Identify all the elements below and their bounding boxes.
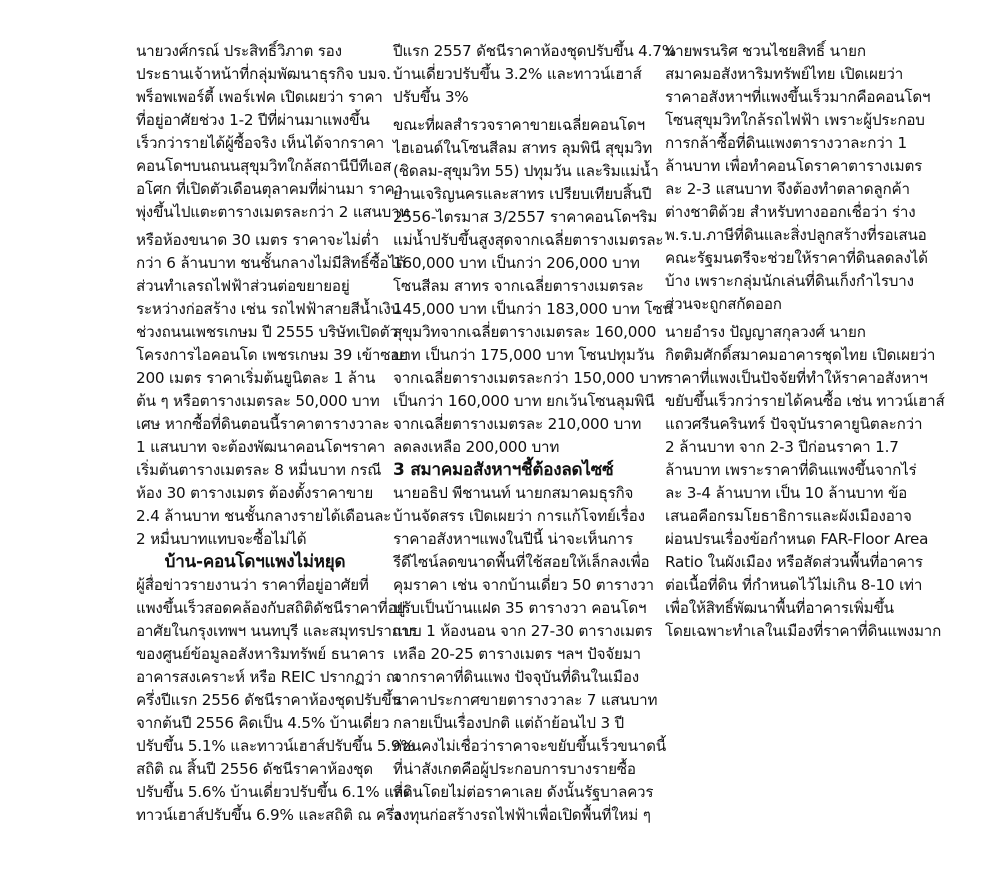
column-3	[665, 40, 945, 643]
text-line: ผู้สื่อข่าวรายงานว่า ราคาที่อยู่อาศัยที่	[136, 576, 369, 594]
text-line: ปรับขึ้น 3%	[393, 88, 469, 106]
text-line: ย่านเจริญนครและสาทร เปรียบเทียบสิ้นปี	[393, 185, 652, 203]
text-line: ปีแรก 2557 ดัชนีราคาห้องชุดปรับขึ้น 4.7%	[393, 42, 676, 60]
text-line: สมาคมอสังหาริมทรัพย์ไทย เปิดเผยว่า	[665, 65, 904, 83]
text-line: จากราคาที่ดินแพง ปัจจุบันที่ดินในเมือง	[393, 668, 639, 686]
text-line: บาท เป็นกว่า 175,000 บาท โซนปทุมวัน	[393, 346, 655, 364]
text-line: อาศัยในกรุงเทพฯ นนทบุรี และสมุทรปราการ	[136, 622, 418, 640]
text-line: ทาวน์เฮาส์ปรับขึ้น 6.9% และสถิติ ณ ครึ่ง	[136, 806, 402, 824]
column-1	[136, 40, 418, 827]
text-line: 2556-ไตรมาส 3/2557 ราคาคอนโดฯริม	[393, 208, 658, 226]
text-line: การกล้าซื้อที่ดินแพงตารางวาละกว่า 1	[665, 134, 907, 152]
text-line: ขยับขึ้นเร็วกว่ารายได้คนซื้อ เช่น ทาวน์เฮาส์	[665, 392, 945, 410]
text-line: ล้านบาท เพราะราคาที่ดินแพงขึ้นจากไร่	[665, 461, 917, 479]
text-line: คุมราคา เช่น จากบ้านเดี่ยว 50 ตารางวา	[393, 576, 654, 594]
text-line: ปรับขึ้น 5.6% บ้านเดี่ยวปรับขึ้น 6.1% และ	[136, 783, 411, 801]
text-line: กิตติมศักดิ์สมาคมอาคารชุดไทย เปิดเผยว่า	[665, 346, 936, 364]
text-line: 2 ล้านบาท จาก 2-3 ปีก่อนราคา 1.7	[665, 438, 899, 456]
text-line: เร็วกว่ารายได้ผู้ซื้อจริง เห็นได้จากราคา	[136, 134, 384, 152]
text-line: ละ 3-4 ล้านบาท เป็น 10 ล้านบาท ข้อ	[665, 484, 908, 502]
text-line: ที่ดินโดยไม่ต่อราคาเลย ดังนั้นรัฐบาลควร	[393, 783, 654, 801]
text-line: ลงทุนก่อสร้างรถไฟฟ้าเพื่อเปิดพื้นที่ใหม่ ๆ	[393, 806, 651, 824]
text-line: แถวศรีนครินทร์ ปัจจุบันราคายูนิตละกว่า	[665, 415, 923, 433]
text-line: ขณะที่ผลสำรวจราคาขายเฉลี่ยคอนโดฯ	[393, 116, 645, 134]
text-line: 2.4 ล้านบาท ชนชั้นกลางรายได้เดือนละ	[136, 507, 392, 525]
text-line: เศษ หากซื้อที่ดินตอนนี้ราคาตารางวาละ	[136, 415, 390, 433]
text-line: ลดลงเหลือ 200,000 บาท	[393, 438, 560, 456]
text-line: นายอธิป พีชานนท์ นายกสมาคมธุรกิจ	[393, 484, 634, 502]
text-line: จากต้นปี 2556 คิดเป็น 4.5% บ้านเดี่ยว	[136, 714, 390, 732]
text-line: ที่น่าสังเกตคือผู้ประกอบการบางรายซื้อ	[393, 760, 636, 778]
text-line: โครงการไอคอนโด เพชรเกษม 39 เข้าซอย	[136, 346, 408, 364]
text-line: โซนสีลม สาทร จากเฉลี่ยตารางเมตรละ	[393, 277, 644, 295]
text-line: ส่วนทำเลรถไฟฟ้าส่วนต่อขยายอยู่	[136, 277, 350, 295]
text-line: พุ่งขึ้นไปแตะตารางเมตรละกว่า 2 แสนบาท	[136, 203, 410, 221]
text-line: โซนสุขุมวิทใกล้รถไฟฟ้า เพราะผู้ประกอบ	[665, 111, 925, 129]
text-line: Ratio ในผังเมือง หรือสัดส่วนพื้นที่อาคาร	[665, 553, 923, 571]
text-line: พ.ร.บ.ภาษีที่ดินและสิ่งปลูกสร้างที่รอเสนอ	[665, 226, 927, 244]
text-line: ต่อเนื้อที่ดิน ที่กำหนดไว้ไม่เกิน 8-10 เท่า	[665, 576, 923, 594]
text-line: 200 เมตร ราคาเริ่มต้นยูนิตละ 1 ล้าน	[136, 369, 376, 387]
column-2	[393, 40, 676, 827]
section-heading: บ้าน-คอนโดฯแพงไม่หยุด	[164, 552, 346, 572]
text-line: โดยเฉพาะทำเลในเมืองที่ราคาที่ดินแพงมาก	[665, 622, 942, 640]
text-line: บ้านจัดสรร เปิดเผยว่า การแก้โจทย์เรื่อง	[393, 507, 645, 525]
text-line: ผ่อนปรนเรื่องข้อกำหนด FAR-Floor Area	[665, 530, 929, 548]
text-line: จากเฉลี่ยตารางเมตรละ 210,000 บาท	[393, 415, 642, 433]
text-line: ไฮเอนด์ในโซนสีลม สาทร ลุมพินี สุขุมวิท	[393, 139, 653, 157]
text-line: เหลือ 20-25 ตารางเมตร ฯลฯ ปัจจัยมา	[393, 645, 641, 663]
text-line: ต่างชาติด้วย สำหรับทางออกเชื่อว่า ร่าง	[665, 203, 916, 221]
text-line: 145,000 บาท เป็นกว่า 183,000 บาท โซน	[393, 300, 673, 318]
text-line: รีดีไซน์ลดขนาดพื้นที่ใช้สอยให้เล็กลงเพื่อ	[393, 553, 650, 571]
text-line: ของศูนย์ข้อมูลอสังหาริมทรัพย์ ธนาคาร	[136, 645, 385, 663]
text-line: ที่อยู่อาศัยช่วง 1-2 ปีที่ผ่านมาแพงขึ้น	[136, 111, 370, 129]
text-line: แพงขึ้นเร็วสอดคล้องกับสถิติดัชนีราคาที่อยู่	[136, 599, 406, 617]
text-line: ละ 2-3 แสนบาท จึงต้องทำตลาดลูกค้า	[665, 180, 910, 198]
text-line: เริ่มต้นตารางเมตรละ 8 หมื่นบาท กรณี	[136, 461, 382, 479]
text-line: 2 หมื่นบาทแทบจะซื้อไม่ได้	[136, 530, 307, 548]
text-line: ราคาที่แพงเป็นปัจจัยที่ทำให้ราคาอสังหาฯ	[665, 369, 928, 387]
text-line: ช่วงถนนเพชรเกษม ปี 2555 บริษัทเปิดตัว	[136, 323, 398, 341]
text-line: พร็อพเพอร์ตี้ เพอร์เฟค เปิดเผยว่า ราคา	[136, 88, 383, 106]
text-line: แบบ 1 ห้องนอน จาก 27-30 ตารางเมตร	[393, 622, 653, 640]
text-line: อาคารสงเคราะห์ หรือ REIC ปรากฏว่า ณ	[136, 668, 400, 686]
text-line: ส่วนจะถูกสกัดออก	[665, 295, 782, 313]
text-line: ต้น ๆ หรือตารางเมตรละ 50,000 บาท	[136, 392, 380, 410]
text-line: ครึ่งปีแรก 2556 ดัชนีราคาห้องชุดปรับขึ้น	[136, 691, 402, 709]
text-line: (ชิดลม-สุขุมวิท 55) ปทุมวัน และริมแม่น้ำ	[393, 162, 659, 180]
text-line: สุขุมวิทจากเฉลี่ยตารางเมตรละ 160,000	[393, 323, 657, 341]
text-line: ระหว่างก่อสร้าง เช่น รถไฟฟ้าสายสีน้ำเงิน	[136, 300, 401, 318]
text-line: บ้าง เพราะกลุ่มนักเล่นที่ดินเก็งกำไรบาง	[665, 272, 914, 290]
text-line: นายวงศ์กรณ์ ประสิทธิ์วิภาต รอง	[136, 42, 342, 60]
text-line: ห้อง 30 ตารางเมตร ต้องตั้งราคาขาย	[136, 484, 374, 502]
text-line: หรือห้องขนาด 30 เมตร ราคาจะไม่ต่ำ	[136, 231, 379, 249]
text-line: ก่อนคงไม่เชื่อว่าราคาจะขยับขึ้นเร็วขนาดนี้	[393, 737, 666, 755]
text-line: จากเฉลี่ยตารางเมตรละกว่า 150,000 บาท	[393, 369, 667, 387]
text-line: บ้านเดี่ยวปรับขึ้น 3.2% และทาวน์เฮาส์	[393, 65, 642, 83]
text-line: คอนโดฯบนถนนสุขุมวิทใกล้สถานีบีทีเอส	[136, 157, 392, 175]
text-line: นายพรนริศ ชวนไชยสิทธิ์ นายก	[665, 42, 866, 60]
text-line: ปรับขึ้น 5.1% และทาวน์เฮาส์ปรับขึ้น 5.9%	[136, 737, 415, 755]
text-line: นายอำรง ปัญญาสกุลวงศ์ นายก	[665, 323, 866, 341]
text-line: กลายเป็นเรื่องปกติ แต่ถ้าย้อนไป 3 ปี	[393, 714, 624, 732]
text-line: เป็นกว่า 160,000 บาท ยกเว้นโซนลุมพินี	[393, 392, 655, 410]
text-line: สถิติ ณ สิ้นปี 2556 ดัชนีราคาห้องชุด	[136, 760, 373, 778]
text-line: 160,000 บาท เป็นกว่า 206,000 บาท	[393, 254, 640, 272]
text-line: อโศก ที่เปิดตัวเดือนตุลาคมที่ผ่านมา ราคา	[136, 180, 403, 198]
text-line: 1 แสนบาท จะต้องพัฒนาคอนโดฯราคา	[136, 438, 386, 456]
text-line: แม่น้ำปรับขึ้นสูงสุดจากเฉลี่ยตารางเมตรละ	[393, 231, 664, 249]
text-line: คณะรัฐมนตรีจะช่วยให้ราคาที่ดินลดลงได้	[665, 249, 928, 267]
text-line: ประธานเจ้าหน้าที่กลุ่มพัฒนาธุรกิจ บมจ.	[136, 65, 391, 83]
section-heading: 3 สมาคมอสังหาฯชี้ต้องลดไซซ์	[393, 460, 614, 480]
text-line: ราคาประกาศขายตารางวาละ 7 แสนบาท	[393, 691, 658, 709]
text-line: ล้านบาท เพื่อทำคอนโดราคาตารางเมตร	[665, 157, 923, 175]
text-line: กว่า 6 ล้านบาท ชนชั้นกลางไม่มีสิทธิ์ซื้อได้	[136, 254, 406, 272]
text-line: เสนอคือกรมโยธาธิการและผังเมืองอาจ	[665, 507, 912, 525]
text-line: ราคาอสังหาฯแพงในปีนี้ น่าจะเห็นการ	[393, 530, 633, 548]
text-line: ราคาอสังหาฯที่แพงขึ้นเร็วมากคือคอนโดฯ	[665, 88, 931, 106]
text-line: เพื่อให้สิทธิ์พัฒนาพื้นที่อาคารเพิ่มขึ้น	[665, 599, 894, 617]
text-line: ปรับเป็นบ้านแฝด 35 ตารางวา คอนโดฯ	[393, 599, 647, 617]
